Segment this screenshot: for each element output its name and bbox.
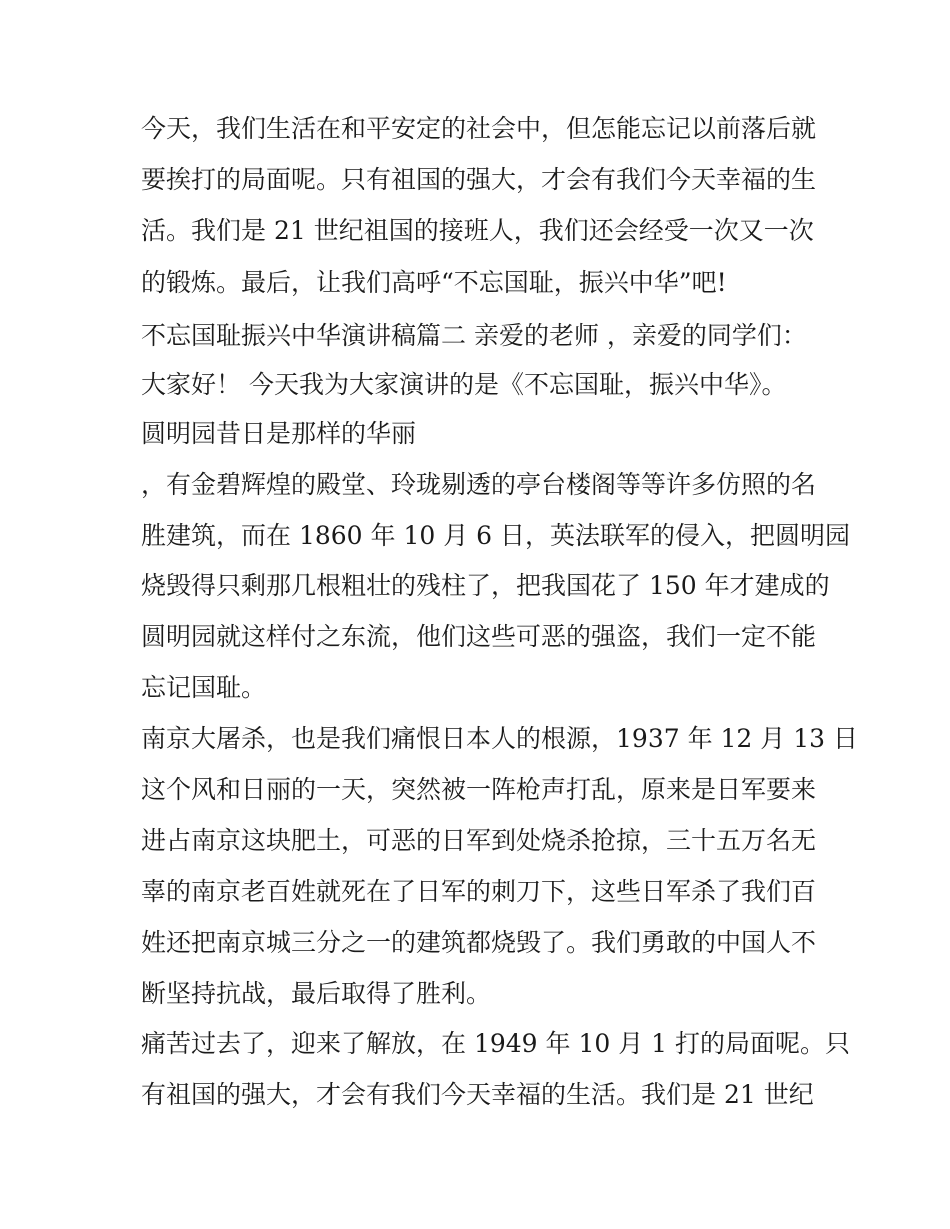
text-line: 圆明园就这样付之东流，他们这些可恶的强盗，我们一定不能: [141, 622, 817, 651]
text-line: 的锻炼。最后，让我们高呼“不忘国耻，振兴中华”吧!: [141, 268, 727, 297]
text-line: 大家好！ 今天我为大家演讲的是《不忘国耻，振兴中华》。: [141, 370, 787, 399]
text-line: 南京大屠杀，也是我们痛恨日本人的根源，1937 年 12 月 13 日: [141, 724, 858, 753]
text-line: 圆明园昔日是那样的华丽: [141, 419, 417, 448]
text-line: 忘记国耻。: [141, 673, 267, 702]
text-line: 要挨打的局面呢。只有祖国的强大，才会有我们今天幸福的生: [141, 165, 817, 194]
text-line: 进占南京这块肥土，可恶的日军到处烧杀抢掠，三十五万名无: [141, 826, 817, 855]
text-line: 活。我们是 21 世纪祖国的接班人，我们还会经受一次又一次: [141, 216, 814, 245]
text-line: 断坚持抗战，最后取得了胜利。: [141, 979, 492, 1008]
text-line: ，有金碧辉煌的殿堂、玲珑剔透的亭台楼阁等等许多仿照的名: [141, 470, 817, 499]
text-line: 姓还把南京城三分之一的建筑都烧毁了。我们勇敢的中国人不: [141, 928, 817, 957]
text-line: 辜的南京老百姓就死在了日军的刺刀下，这些日军杀了我们百: [141, 877, 817, 906]
text-line: 这个风和日丽的一天，突然被一阵枪声打乱，原来是日军要来: [141, 775, 817, 804]
text-line: 痛苦过去了，迎来了解放，在 1949 年 10 月 1 打的局面呢。只: [141, 1029, 851, 1058]
text-line: 今天，我们生活在和平安定的社会中，但怎能忘记以前落后就: [141, 114, 817, 143]
text-line: 有祖国的强大，才会有我们今天幸福的生活。我们是 21 世纪: [141, 1080, 814, 1109]
text-line: 不忘国耻振兴中华演讲稿篇二 亲爱的老师 ，亲爱的同学们：: [141, 321, 807, 350]
text-line: 烧毁得只剩那几根粗壮的残柱了，把我国花了 150 年才建成的: [141, 571, 830, 600]
text-line: 胜建筑，而在 1860 年 10 月 6 日，英法联军的侵入，把圆明园: [141, 521, 851, 550]
